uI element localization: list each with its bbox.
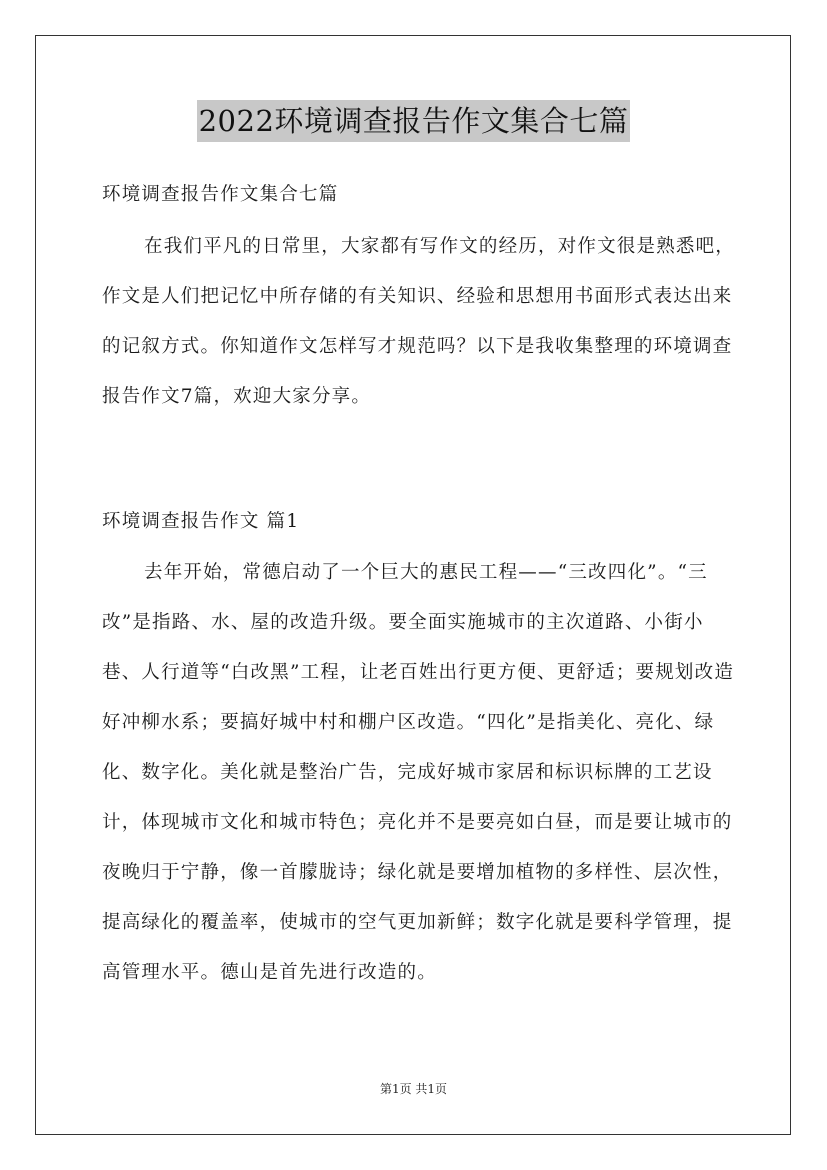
section-paragraph: 去年开始，常德启动了一个巨大的惠民工程——“三改四化”。“三改”是指路、水、屋的改造升级。要全面实施城市的主次道路、小街小巷、人行道等“白改黑”工程，让老百姓出行更方便、更舒适；要规划改造好冲柳水系；要搞好城中村和棚户区改造。“四化”是指美化、亮化、绿化、数字化。美化就是整治广告，完成好城市家居和标识标牌的工艺设计，体现城市文化和城市特色；亮化并不是要亮如白昼，而是要让城市的夜晚归于宁静，像一首朦胧诗；绿化就是要增加植物的多样性、层次性，提高绿化的覆盖率，使城市的空气更加新鲜；数字化就是要科学管理，提高管理水平。德山是首先进行改造的。 — [102, 562, 735, 983]
title-container — [0, 100, 827, 142]
intro-paragraph-container — [102, 222, 737, 422]
document-title: 2022环境调查报告作文集合七篇 — [197, 100, 631, 142]
section-paragraph-container — [102, 548, 737, 998]
document-subtitle: 环境调查报告作文集合七篇 — [102, 184, 339, 205]
intro-paragraph: 在我们平凡的日常里，大家都有写作文的经历，对作文很是熟悉吧，作文是人们把记忆中所存储的有关知识、经验和思想用书面形式表达出来的记叙方式。你知道作文怎样写才规范吗？以下是我收集整理的环境调查报告作文7篇，欢迎大家分享。 — [102, 236, 736, 407]
section-heading: 环境调查报告作文 篇1 — [102, 511, 300, 532]
page-footer: 第1页 共1页 — [379, 1082, 448, 1096]
